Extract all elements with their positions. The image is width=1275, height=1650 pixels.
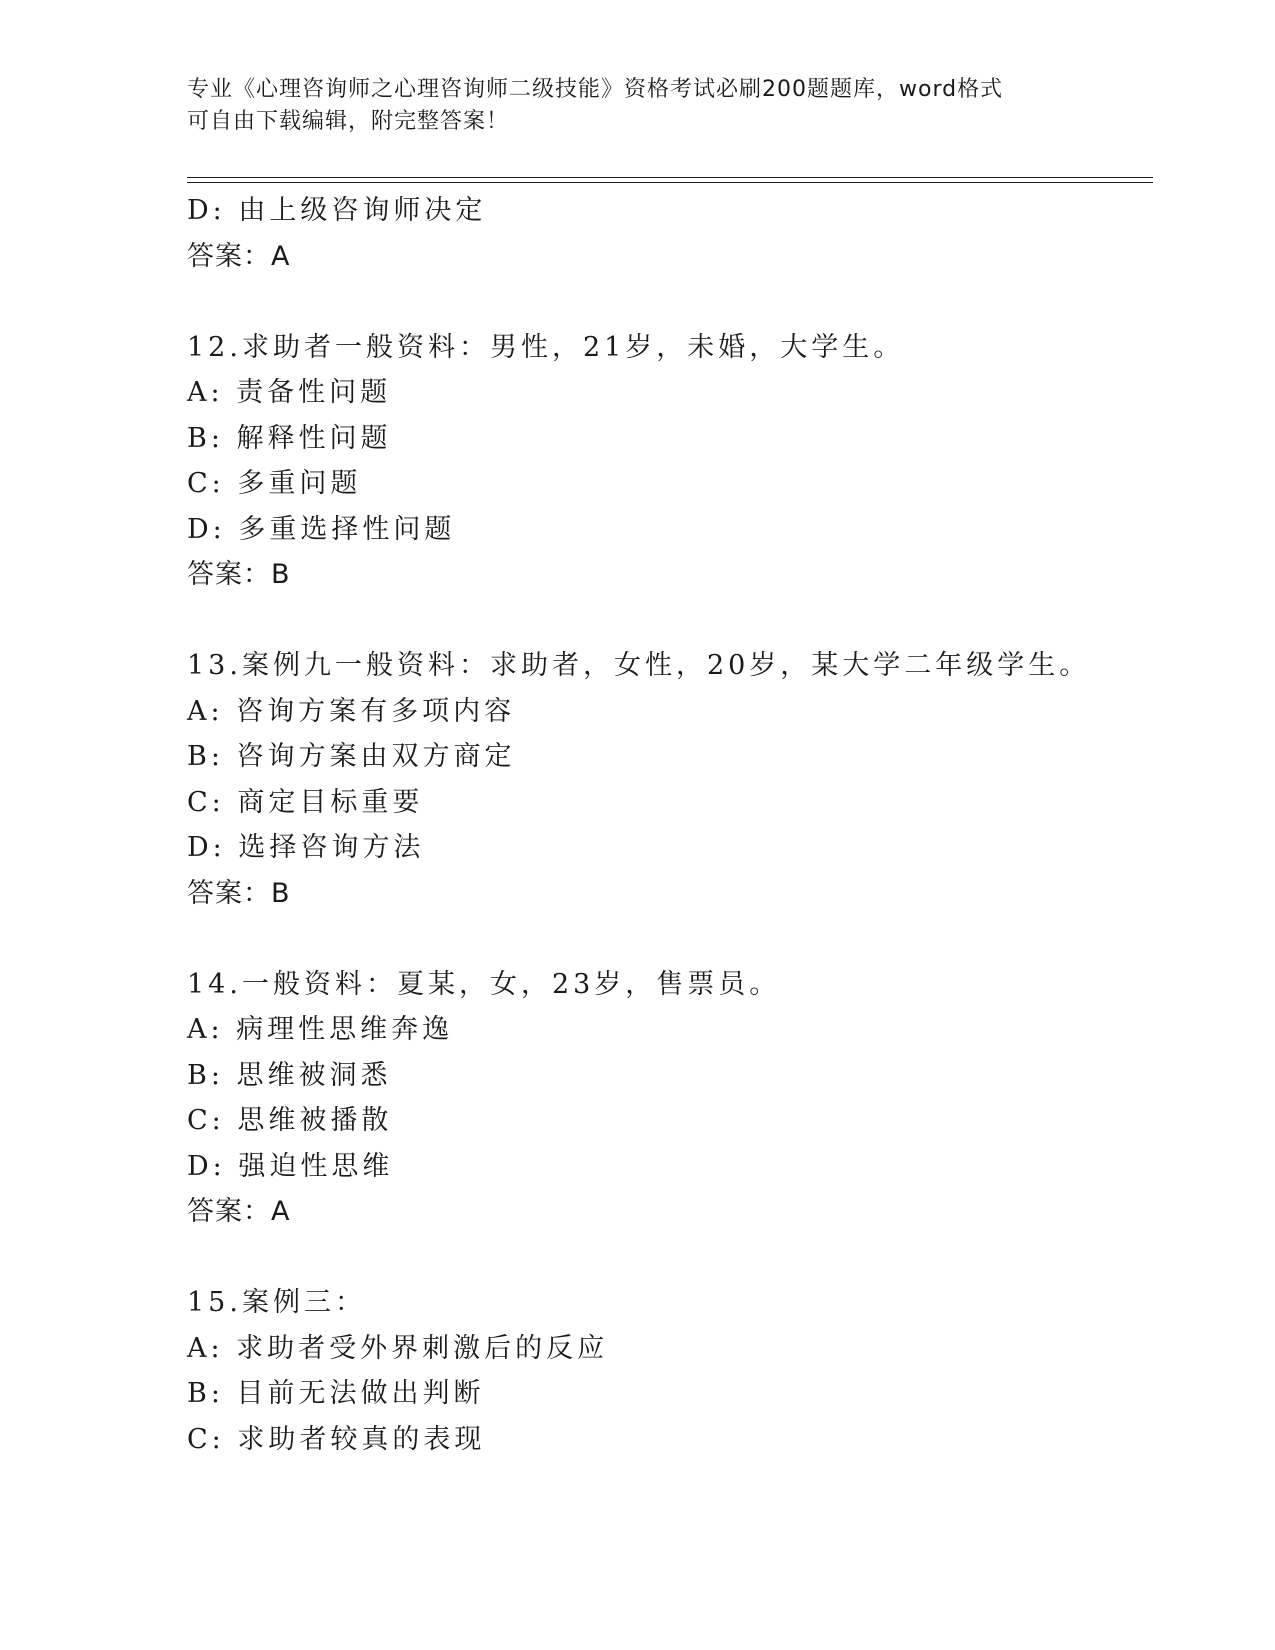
option-d: D: 多重选择性问题	[187, 513, 456, 545]
header-line-1: 专业《心理咨询师之心理咨询师二级技能》资格考试必刷200题题库，word格式	[187, 77, 1004, 102]
header-line-2: 可自由下载编辑，附完整答案！	[187, 109, 510, 134]
option-a: A: 咨询方案有多项内容	[187, 695, 516, 727]
option-d: D: 强迫性思维	[187, 1150, 394, 1182]
option-b: B: 解释性问题	[187, 422, 392, 454]
question-title: 14.一般资料：夏某，女，23岁，售票员。	[187, 968, 781, 1000]
option-c: C: 思维被播散	[187, 1105, 393, 1136]
document-header	[187, 74, 1087, 138]
spacer	[187, 1235, 1147, 1281]
question-title: 13.案例九一般资料：求助者，女性，20岁，某大学二年级学生。	[187, 650, 1091, 681]
option-a: A: 病理性思维奔逸	[187, 1014, 454, 1045]
option-b: B: 咨询方案由双方商定	[187, 741, 516, 772]
option-b: B: 思维被洞悉	[187, 1059, 392, 1091]
option-b: B: 目前无法做出判断	[187, 1378, 485, 1409]
option-c: C: 多重问题	[187, 468, 362, 499]
answer-line: 答案：A	[187, 240, 291, 272]
option-d: D: 选择咨询方法	[187, 832, 425, 863]
question-block	[187, 962, 1147, 1235]
spacer	[187, 598, 1147, 644]
header-rule-top	[187, 177, 1153, 178]
header-rule-bottom	[187, 182, 1153, 183]
question-block	[187, 643, 1147, 916]
spacer	[187, 916, 1147, 962]
option-c: C: 商定目标重要	[187, 786, 424, 818]
question-block	[187, 325, 1147, 598]
answer-line: 答案：B	[187, 877, 291, 909]
spacer	[187, 279, 1147, 325]
answer-line: 答案：B	[187, 559, 291, 590]
question-content	[187, 188, 1147, 1462]
question-block	[187, 1280, 1147, 1462]
option-a: A: 责备性问题	[187, 377, 392, 408]
option-c: C: 求助者较真的表现	[187, 1423, 486, 1455]
question-title: 15.案例三：	[187, 1287, 366, 1318]
question-title: 12.求助者一般资料：男性，21岁，未婚，大学生。	[187, 331, 905, 363]
option-a: A: 求助者受外界刺激后的反应	[187, 1332, 609, 1364]
answer-line: 答案：A	[187, 1196, 291, 1227]
option-d: D: 由上级咨询师决定	[187, 195, 487, 226]
